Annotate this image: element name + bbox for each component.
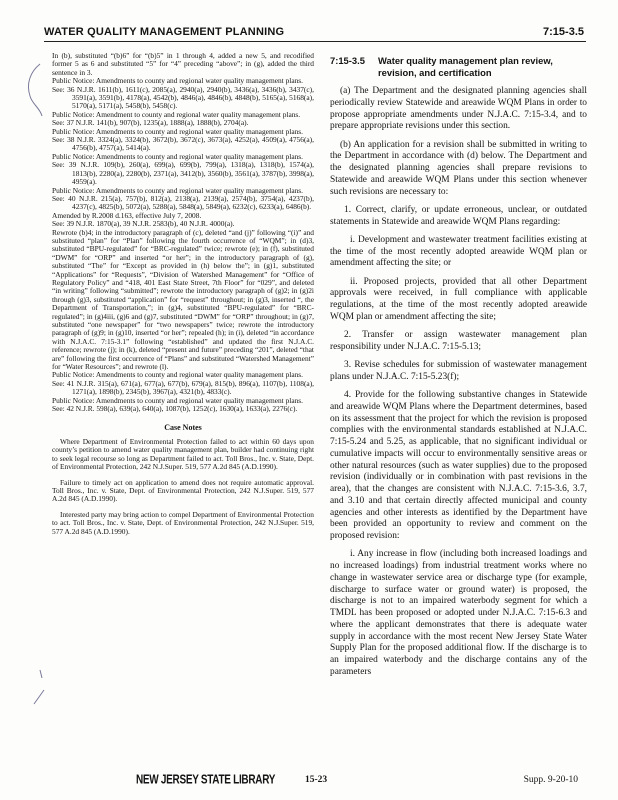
history-note: Rewrote (b)4; in the introductory paragraph of (c), deleted “and (j)” following “(i)” and substituted “plan” for “Plan” following the fourth occurrence of “WQM”; in (d)3, substituted “BPU-regulated” for “BRC-regulated” twice; rewrote (e); in (f), substituted “DWM” for “ORP” and inserted “or her”; in the introductory paragraph of (g), substituted “The” for “Except as provided in (h) below the”; in (g)1, substituted “Applications” for “Requests”, “Division of Watershed Management” for “Office of Regulatory Policy” and “418, 401 East State Street, 7th Floor” for “029”, and deleted “in writing” following “submitted”; rewrote the introductory paragraph of (g)2; in (g)2i through (g)3, substituted “application” for “request” throughout; in (g)3, inserted “, the Department of Transportation,”; in (g)4, substituted “BPU-regulated” for “BRC-regulated”; in (g)4iii, (g)6 and (g)7, substituted “DWM” for “ORP” throughout; in (g)7, substituted “one newspaper” for “two newspapers” twice; rewrote the introductory paragraph of (g)9; in (g)10, inserted “or her”; repealed (h); in (i), deleted “in accordance with N.J.A.C. 7:15-3.1” following “established” and updated the first N.J.A.C. reference; rewrote (j); in (k), deleted “present and future” preceding “201”, deleted “that are” following the first occurrence of “Plans” and substituted “Watershed Management” for “Water Resources”; and rewrote (l). bbox=[52, 227, 314, 372]
left-column bbox=[52, 52, 314, 724]
header-rule bbox=[44, 41, 586, 42]
history-note: See: 42 N.J.R. 598(a), 639(a), 640(a), 1087(b), 1252(c), 1630(a), 1633(a), 2276(c). bbox=[52, 404, 298, 414]
history-note: See: 38 N.J.R. 3324(a), 3324(b), 3672(b), 3672(c), 3673(a), 4252(a), 4509(a), 4756(a), 4756(b), 4757(a), 5414(a). bbox=[52, 135, 314, 153]
history-note: Public Notice: Amendment to county and regional water quality management plans. bbox=[52, 109, 301, 119]
case-notes bbox=[52, 438, 314, 536]
history-note: Public Notice: Amendments to county and regional water quality management plans. bbox=[52, 76, 304, 86]
history-note: See: 41 N.J.R. 315(a), 671(a), 677(a), 677(b), 679(a), 815(b), 896(a), 1107(b), 1108(a), 1271(a), 1898(b), 2345(b), 3967(a), 4321(b), 4833(c). bbox=[52, 378, 314, 397]
supplement-date: Supp. 9-20-10 bbox=[523, 775, 578, 785]
case-notes-heading: Case Notes bbox=[164, 423, 202, 433]
section-number: 7:15-3.5 bbox=[330, 55, 365, 66]
history-note: Public Notice: Amendments to county and regional water quality management plans. bbox=[52, 185, 304, 195]
case-note: Interested party may bring action to compel Department of Environmental Protection to act. Toll Bros., Inc. v. State, Dept. of Environmental Protection, 242 N.J.Super. 519, 577 A.2d 845 (A.D.1990). bbox=[52, 509, 314, 536]
history-note: Public Notice: Amendments to county and regional water quality management plans. bbox=[52, 126, 304, 136]
history-note: Public Notice: Amendments to county and regional water quality management plans. bbox=[52, 370, 304, 380]
section-title: Water quality management plan review, revision, and certification bbox=[378, 55, 553, 78]
history-note: Public Notice: Amendments to county and regional water quality management plans. bbox=[52, 395, 304, 405]
library-stamp: NEW JERSEY STATE LIBRARY bbox=[136, 773, 276, 788]
section-paragraph: 2. Transfer or assign wastewater management plan responsibility under N.J.A.C. 7:15-5.13; bbox=[330, 330, 587, 352]
running-header bbox=[44, 26, 584, 40]
page-number: 15-23 bbox=[305, 775, 328, 785]
history-note: See: 39 N.J.R. 1870(a), 39 N.J.R. 2583(b), 40 N.J.R. 4000(a). bbox=[52, 219, 235, 229]
page-footer bbox=[0, 772, 618, 792]
header-title: WATER QUALITY MANAGEMENT PLANNING bbox=[44, 26, 285, 38]
section-paragraph: i. Development and wastewater treatment facilities existing at the time of the most recently adopted areawide WQM plan or amendment affecting the site; or bbox=[330, 234, 587, 269]
header-section-number: 7:15-3.5 bbox=[543, 26, 584, 38]
history-note: See: 37 N.J.R. 141(b), 907(b), 1235(a), 1888(a), 1888(b), 2704(a). bbox=[52, 118, 249, 128]
history-note: Public Notice: Amendments to county and regional water quality management plans. bbox=[52, 151, 304, 161]
section-heading bbox=[330, 55, 587, 78]
history-note: In (b), substituted “(b)6” for “(b)5” in 1 through 4, added a new 5, and recodified former 5 as 6 and substituted “5” for “4” preceding “above”; in (g), added the third sentence in 3. bbox=[52, 52, 314, 77]
margin-mark-icon bbox=[22, 60, 48, 130]
case-note: Where Department of Environmental Protection failed to act within 60 days upon county’s petition to amend water quality management plan, builder had continuing right to seek legal recourse so long as Department failed to act. Toll Bros., Inc. v. State, Dept. of Environmental Protection, 242 N.J.Super. 519, 577 A.2d 845 (A.D.1990). bbox=[52, 436, 314, 472]
history-note: Amended by R.2008 d.163, effective July 7, 2008. bbox=[52, 210, 202, 220]
section-paragraph: ii. Proposed projects, provided that all other Department approvals were received, in full compliance with applicable regulations, at the time of the most recently adopted areawide WQM plan or amendment affecting the site; bbox=[330, 276, 587, 322]
section-paragraph: (b) An application for a revision shall be submitted in writing to the Department in accordance with (d) below. The Department and the designated planning agencies shall prepare revisions to Statewide and areawide WQM Plans under this section whenever such revisions are necessary to: bbox=[330, 139, 587, 197]
case-note: Failure to timely act on application to amend does not require automatic approval. Toll Bros., Inc. v. State, Dept. of Environmental Protection, 242 N.J.Super. 519, 577 A.2d 845 (A.D.1990). bbox=[52, 477, 314, 504]
history-note: See: 39 N.J.R. 109(b), 260(a), 699(a), 699(b), 799(a), 1318(a), 1318(b), 1574(a), 1813(b), 2280(a), 2280(b), 2371(a), 3412(b), 3560(b), 3561(a), 3787(b), 3998(a), 4959(a). bbox=[52, 160, 314, 187]
history-notes bbox=[52, 52, 314, 413]
section-paragraph: i. Any increase in flow (including both increased loadings and no increased loadings) from industrial treatment works where no change in wastewater service area or discharge type (for example, discharge to surface water or ground water) is proposed, the discharge is not to an impaired waterbody segment for which a TMDL has been proposed or adopted under N.J.A.C. 7:15-6.3 and where the applicant demonstrates that there is adequate water supply in accordance with the most recent New Jersey State Water Supply Plan for the proposed additional flow. If the discharge is to an impaired waterbody and the discharge contains any of the parameters bbox=[330, 549, 587, 677]
right-column bbox=[330, 55, 587, 723]
section-paragraph: (a) The Department and the designated planning agencies shall periodically review Statewide and areawide WQM Plans in order to propose appropriate amendments under N.J.A.C. 7:15-3.4, and to prepare appropriate revisions under this section. bbox=[330, 86, 587, 132]
section-paragraph: 1. Correct, clarify, or update erroneous, unclear, or outdated statements in Statewide and areawide WQM Plans regarding: bbox=[330, 204, 587, 227]
margin-check-icon bbox=[30, 660, 50, 710]
section-body bbox=[330, 86, 587, 679]
section-paragraph: 4. Provide for the following substantive changes in Statewide and areawide WQM Plans where the Department determines, based on its assessment that the project for which the revision is proposed complies with the environmental standards established at N.J.A.C. 7:15-5.24 and 5.25, as applicable, that no significant individual or cumulative impacts will occur to environmentally sensitive areas or other natural resources (such as water supplies) due to the proposed revision (individually or in combination with past revisions in the area), that the changes are consistent with N.J.A.C. 7:15-3.6, 3.7, and 3.10 and that certain directly affected municipal and county agencies and other interests as identified by the Department have been provided an opportunity to review and comment on the proposed revision: bbox=[330, 390, 587, 541]
history-note: See: 40 N.J.R. 215(a), 757(b), 812(a), 2138(a), 2139(a), 2574(b), 3754(a), 4237(b), 4237(c), 4825(b), 5072(a), 5288(a), 5848(a), 5849(a), 6232(c), 6233(a), 6486(b). bbox=[52, 193, 314, 212]
history-note: See: 36 N.J.R. 1611(b), 1611(c), 2085(a), 2940(a), 2940(b), 3436(a), 3436(b), 3437(c), 3591(a), 3591(b), 4178(a), 4542(b), 4846(a), 4846(b), 4848(b), 5165(a), 5168(a), 5170(a), 5171(a), 5458(b), 5458(c). bbox=[52, 84, 314, 111]
section-paragraph: 3. Revise schedules for submission of wastewater management plans under N.J.A.C. 7:15-5.23(f); bbox=[330, 360, 587, 382]
